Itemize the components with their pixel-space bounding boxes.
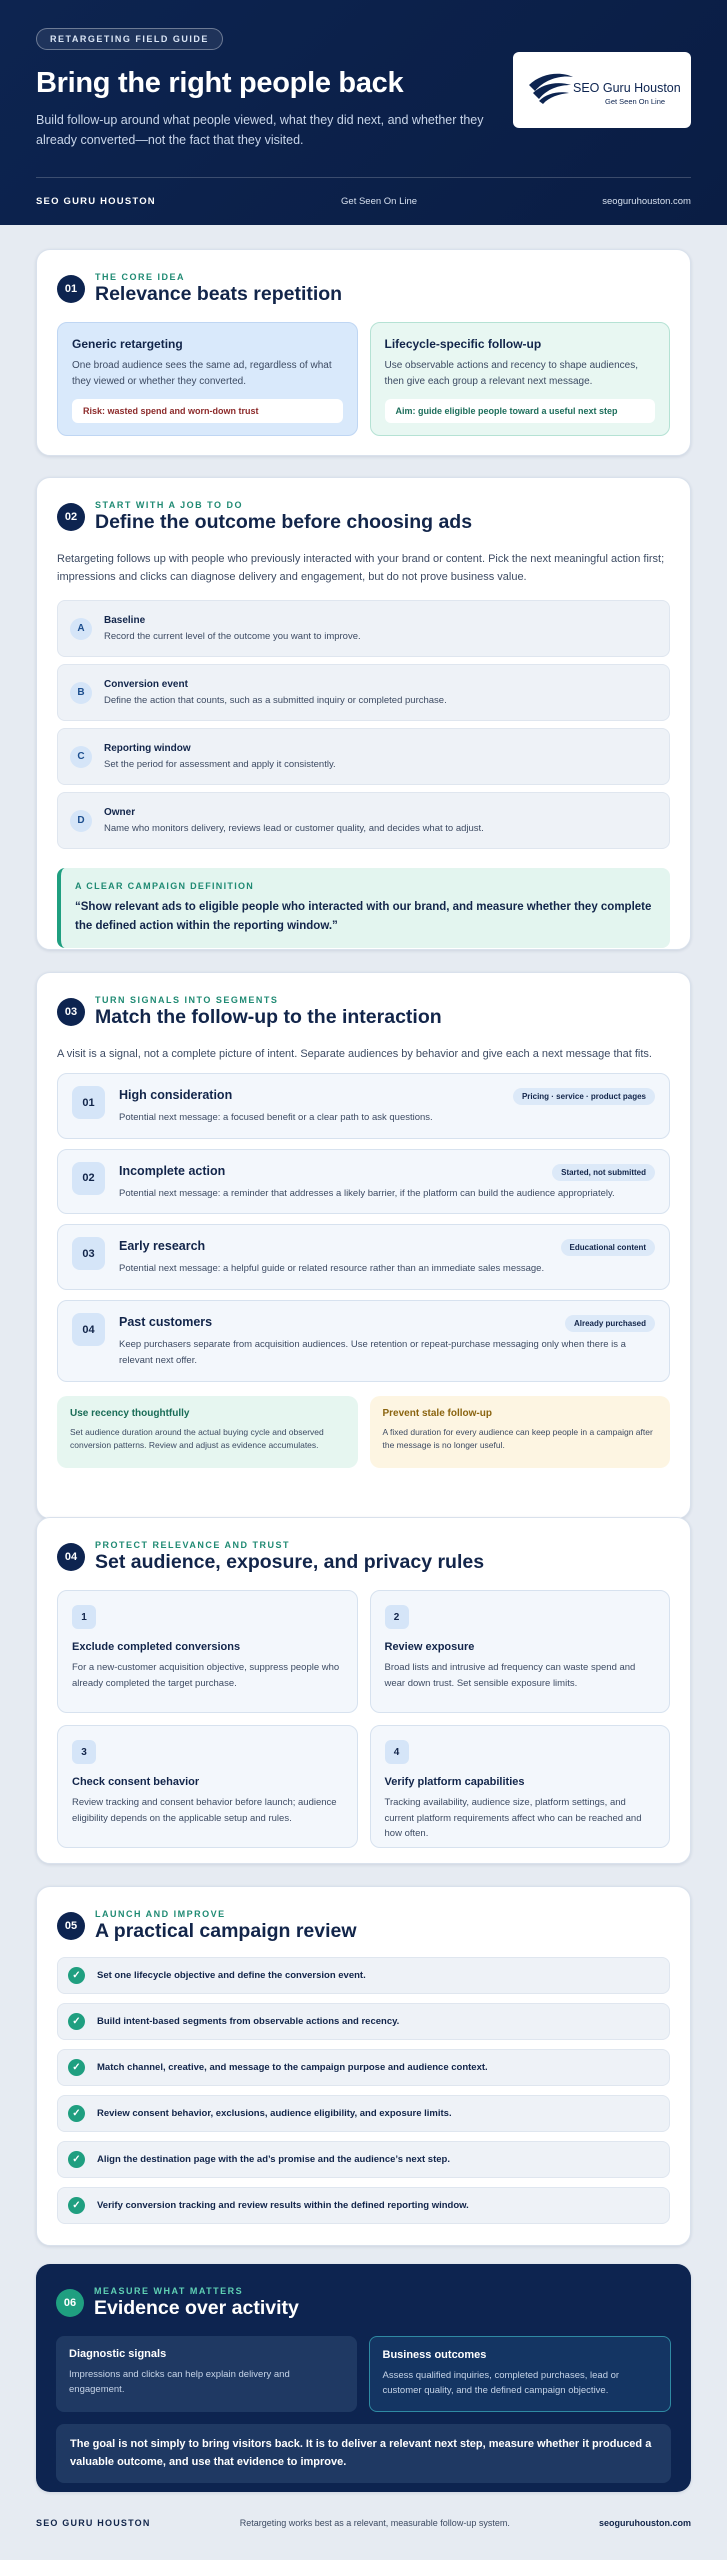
section-number: 04 (57, 1543, 85, 1571)
segment-tag: Educational content (561, 1239, 655, 1256)
step-body: Name who monitors delivery, reviews lead or customer quality, and decides what to adjust. (104, 823, 484, 835)
tip-body: Set audience duration around the actual buying cycle and observed conversion patterns. Review and adjust as evidence accumulates. (70, 1426, 324, 1451)
segment-early-research (57, 1224, 670, 1290)
check-icon: ✓ (68, 1967, 85, 1984)
generic-retargeting-box (57, 322, 358, 436)
section-measure (36, 2264, 691, 2492)
rule-title: Review exposure (384, 1641, 475, 1653)
segment-number: 04 (72, 1313, 105, 1346)
step-letter: B (70, 682, 92, 704)
rule-body: Tracking availability, audience size, platform settings, and current platform requirements affect who can be reached and how often. (384, 1797, 642, 1840)
rule-number: 4 (385, 1740, 409, 1764)
segment-number: 03 (72, 1237, 105, 1270)
rule-exclude-conversions (57, 1590, 358, 1713)
box-body: Assess qualified inquiries, completed purchases, lead or customer quality, and the defined campaign objective. (382, 2370, 620, 2397)
page-footer (36, 2518, 691, 2528)
section-title: A practical campaign review (95, 1920, 357, 1942)
step-title: Conversion event (104, 679, 188, 691)
rule-platform-capabilities (370, 1725, 671, 1848)
checklist-item (57, 2003, 670, 2040)
checklist-text: Review consent behavior, exclusions, audience eligibility, and exposure limits. (97, 2108, 452, 2119)
hero-url-link[interactable]: seoguruhouston.com (602, 196, 691, 207)
rule-number: 1 (72, 1605, 96, 1629)
box-body: Use observable actions and recency to shape audiences, then give each group a relevant next message. (384, 360, 638, 387)
tip-title: Use recency thoughtfully (70, 1407, 190, 1419)
goal-statement: The goal is not simply to bring visitors back. It is to deliver a relevant next step, measure whether it produced a valuable outcome, and use that evidence to improve. (56, 2424, 671, 2483)
diagnostic-signals-box (56, 2336, 357, 2412)
section-number: 01 (57, 275, 85, 303)
segment-title: High consideration (119, 1088, 233, 1103)
segment-title: Past customers (119, 1315, 213, 1330)
tip-title: Prevent stale follow-up (382, 1407, 492, 1419)
hero-brand: SEO GURU HOUSTON (36, 196, 156, 207)
checklist-item (57, 2141, 670, 2178)
segment-tag: Already purchased (565, 1315, 655, 1332)
rule-review-exposure (370, 1590, 671, 1713)
section-core-idea (36, 249, 691, 456)
section-number: 05 (57, 1912, 85, 1940)
section-eyebrow: PROTECT RELEVANCE AND TRUST (95, 1540, 291, 1550)
rule-title: Check consent behavior (72, 1776, 200, 1788)
section-title: Match the follow-up to the interaction (95, 1006, 442, 1028)
box-title: Business outcomes (382, 2349, 487, 2361)
checklist-item (57, 2095, 670, 2132)
logo-tagline: Get Seen On Line (605, 97, 666, 106)
checklist-text: Match channel, creative, and message to the campaign purpose and audience context. (97, 2062, 488, 2073)
rule-consent-behavior (57, 1725, 358, 1848)
business-outcomes-box (369, 2336, 672, 2412)
segment-title: Early research (119, 1239, 206, 1254)
step-reporting-window (57, 728, 670, 785)
footer-text: Retargeting works best as a relevant, measurable follow-up system. (239, 2518, 510, 2528)
review-checklist (57, 1957, 670, 2224)
step-owner (57, 792, 670, 849)
box-title: Generic retargeting (72, 337, 183, 351)
rule-title: Exclude completed conversions (72, 1641, 241, 1653)
box-body: Impressions and clicks can help explain delivery and engagement. (69, 2369, 290, 2396)
section-eyebrow: LAUNCH AND IMPROVE (95, 1909, 226, 1919)
step-body: Record the current level of the outcome you want to improve. (104, 631, 361, 643)
segment-incomplete-action (57, 1149, 670, 1215)
section-number: 06 (56, 2289, 84, 2317)
page-title: Bring the right people back (36, 67, 404, 99)
campaign-definition-quote (57, 868, 670, 948)
segment-past-customers (57, 1300, 670, 1381)
logo-swoosh-icon (527, 71, 575, 105)
section-define-outcome (36, 477, 691, 950)
definition-steps (57, 600, 670, 849)
checklist-item (57, 2187, 670, 2224)
check-icon: ✓ (68, 2013, 85, 2030)
segment-title: Incomplete action (119, 1163, 226, 1178)
check-icon: ✓ (68, 2151, 85, 2168)
segment-high-consideration (57, 1073, 670, 1139)
box-body: One broad audience sees the same ad, regardless of what they viewed or whether they converted. (72, 360, 332, 387)
checklist-item (57, 1957, 670, 1994)
quote-eyebrow: A CLEAR CAMPAIGN DEFINITION (75, 881, 255, 892)
step-body: Set the period for assessment and apply it consistently. (104, 759, 336, 771)
section-rules (36, 1517, 691, 1864)
rule-number: 2 (385, 1605, 409, 1629)
rule-number: 3 (72, 1740, 96, 1764)
segment-number: 02 (72, 1162, 105, 1195)
step-letter: C (70, 746, 92, 768)
step-body: Define the action that counts, such as a submitted inquiry or completed purchase. (104, 695, 447, 707)
checklist-item (57, 2049, 670, 2086)
footer-url-link[interactable]: seoguruhouston.com (598, 2518, 691, 2528)
hero-subtitle: Build follow-up around what people viewed, what they did next, and whether they already converted—not the fact that they visited. (36, 113, 484, 147)
segment-body: Potential next message: a reminder that addresses a likely barrier, if the platform can build the audience appropriately. (119, 1187, 615, 1199)
step-title: Reporting window (104, 743, 191, 755)
checklist-text: Align the destination page with the ad’s promise and the audience’s next step. (97, 2154, 450, 2165)
tip-body: A fixed duration for every audience can keep people in a campaign after the message is no longer useful. (382, 1426, 653, 1451)
hero-info-bar (36, 177, 691, 225)
check-icon: ✓ (68, 2059, 85, 2076)
section-segments (36, 972, 691, 1519)
section-lead: Retargeting follows up with people who previously interacted with your brand or content. Pick the next meaningful action first; impressions and clicks can diagnose delivery and engagement, but do not prove business value. (57, 553, 665, 584)
section-title: Evidence over activity (94, 2297, 299, 2319)
segment-tag: Started, not submitted (552, 1164, 655, 1181)
step-title: Owner (104, 807, 136, 819)
rule-title: Verify platform capabilities (384, 1776, 525, 1788)
segment-number: 01 (72, 1086, 105, 1119)
section-number: 03 (57, 998, 85, 1026)
segment-body: Potential next message: a helpful guide or related resource rather than an immediate sales message. (119, 1263, 545, 1275)
section-lead: A visit is a signal, not a complete picture of intent. Separate audiences by behavior and give each a next message that fits. (57, 1048, 652, 1060)
segment-body: Keep purchasers separate from acquisition audiences. Use retention or repeat-purchase messaging only when there is a relevant next offer. (119, 1339, 626, 1366)
segment-tag: Pricing · service · product pages (513, 1088, 655, 1105)
hero-eyebrow: RETARGETING FIELD GUIDE (36, 28, 223, 50)
risk-note: Risk: wasted spend and worn-down trust (72, 399, 343, 423)
checklist-text: Verify conversion tracking and review results within the defined reporting window. (97, 2200, 469, 2211)
step-title: Baseline (104, 615, 146, 627)
section-eyebrow: MEASURE WHAT MATTERS (94, 2286, 244, 2296)
section-title: Define the outcome before choosing ads (95, 511, 473, 533)
checklist-text: Build intent-based segments from observable actions and recency. (97, 2016, 400, 2027)
section-campaign-review (36, 1886, 691, 2246)
check-icon: ✓ (68, 2197, 85, 2214)
step-conversion-event (57, 664, 670, 721)
recency-tip (57, 1396, 358, 1468)
section-title: Relevance beats repetition (95, 283, 343, 305)
step-letter: D (70, 810, 92, 832)
check-icon: ✓ (68, 2105, 85, 2122)
rule-body: For a new-customer acquisition objective, suppress people who already completed the target purchase. (72, 1662, 340, 1689)
rule-body: Review tracking and consent behavior before launch; audience eligibility depends on the applicable setup and rules. (72, 1797, 337, 1824)
section-eyebrow: THE CORE IDEA (95, 272, 186, 282)
box-title: Lifecycle-specific follow-up (384, 337, 542, 351)
brand-logo[interactable] (513, 52, 691, 128)
logo-wordmark: SEO Guru Houston (573, 81, 681, 95)
quote-text: “Show relevant ads to eligible people who interacted with our brand, and measure whether they complete the defined action within the reporting window.” (75, 901, 652, 932)
stale-followup-warning (370, 1396, 671, 1468)
step-letter: A (70, 618, 92, 640)
section-number: 02 (57, 503, 85, 531)
hero-tagline: Get Seen On Line (341, 196, 418, 207)
aim-note: Aim: guide eligible people toward a useful next step (385, 399, 656, 423)
rule-body: Broad lists and intrusive ad frequency can waste spend and wear down trust. Set sensible exposure limits. (384, 1662, 636, 1689)
footer-brand: SEO GURU HOUSTON (36, 2518, 151, 2528)
box-title: Diagnostic signals (69, 2348, 167, 2360)
section-eyebrow: START WITH A JOB TO DO (95, 500, 243, 510)
segment-body: Potential next message: a focused benefit or a clear path to ask questions. (119, 1112, 433, 1124)
checklist-text: Set one lifecycle objective and define the conversion event. (97, 1970, 366, 1981)
lifecycle-followup-box (370, 322, 671, 436)
step-baseline (57, 600, 670, 657)
section-title: Set audience, exposure, and privacy rules (95, 1551, 485, 1573)
hero-banner (0, 0, 727, 225)
section-eyebrow: TURN SIGNALS INTO SEGMENTS (95, 995, 279, 1005)
